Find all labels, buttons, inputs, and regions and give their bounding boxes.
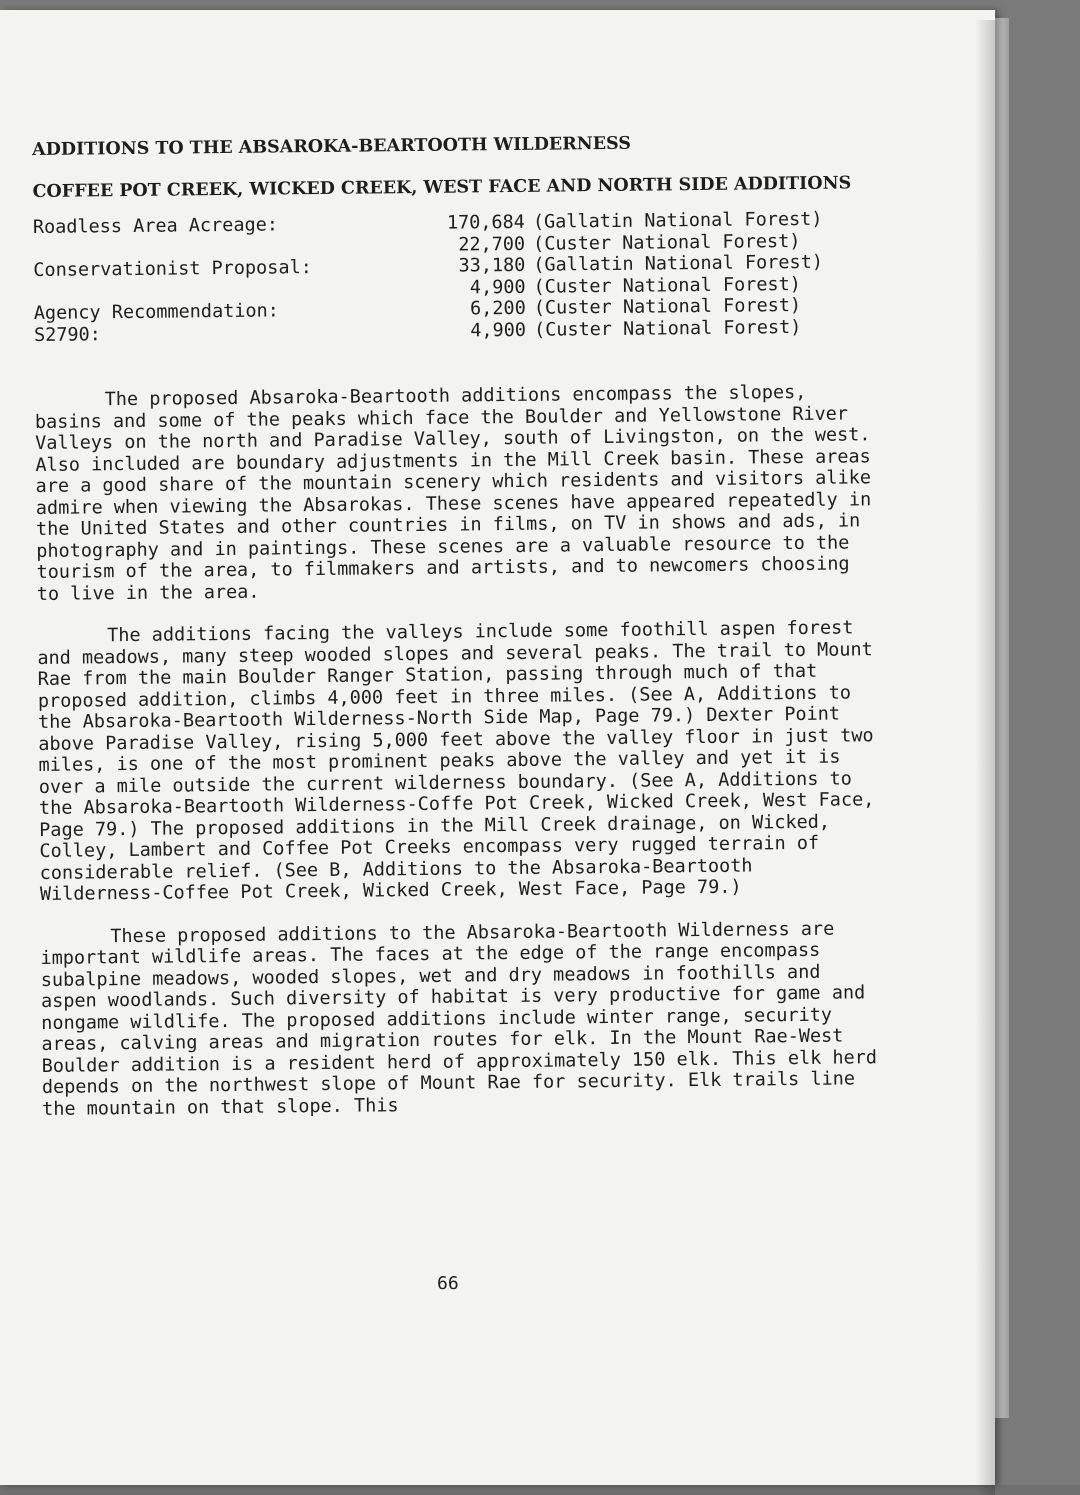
acreage-forest: (Custer National Forest) [533,316,802,341]
acreage-forest: (Gallatin National Forest) [532,208,823,233]
acreage-label: Agency Recommendation: [33,300,279,324]
acreage-value: 4,900 [469,276,526,298]
acreage-table [33,208,879,346]
page-content [32,131,887,1141]
acreage-value: 4,900 [470,319,527,341]
acreage-label: Conservationist Proposal: [33,257,312,281]
acreage-value: 6,200 [469,297,526,320]
acreage-value: 22,700 [458,233,526,256]
binding-shadow [975,20,995,1495]
document-page [0,10,995,1485]
acreage-forest: (Custer National Forest) [533,294,802,319]
page-edge [995,18,1009,1418]
acreage-forest: (Gallatin National Forest) [533,251,824,276]
body-paragraph: The proposed Absaroka-Beartooth additions encompass the slopes, basins and some of the peaks which face the Boulder and Yellowstone River Valleys on the north and Paradise Valley, south of Livingston, on the west. Also included are boundary adjustments in the Mill Creek basin. These areas are a good share of the mountain scenery which residents and visitors alike admire when viewing the Absarokas. These scenes have appeared repeatedly in the United States and other countries in films, on TV in shows and ads, in photography and in paintings. These scenes are a valuable resource to the tourism of the area, to filmmakers and artists, and to newcomers choosing to live in the area. [34,381,872,605]
acreage-value: 33,180 [458,254,526,277]
acreage-forest: (Custer National Forest) [533,273,801,298]
body-paragraph: The additions facing the valleys include some foothill aspen forest and meadows, many steep wooded slopes and several peaks. The trail to Mount Rae from the main Boulder Ranger Station, passing through much of that proposed addition, climbs 4,000 feet in three miles. (See A, Additions to the Absaroka-Beartooth Wilderness-North Side Map, Page 79.) Dexter Point above Paradise Valley, rising 5,000 feet above the valley floor in just two miles, is one of the most prominent peaks above the valley and yet it is over a mile outside the current wilderness boundary. (See A, Additions to the Absaroka-Beartooth Wilderness-Coffe Pot Creek, Wicked Creek, West Face, Page 79.) The proposed additions in the Mill Creek drainage, on Wicked, Colley, Lambert and Coffee Pot Creeks encompass very rugged terrain of considerable relief. (See B, Additions to the Absaroka-Beartooth Wilderness-Coffee Pot Creek, Wicked Creek, West Face, Page 79.) [37,617,875,905]
section-subtitle: COFFEE POT CREEK, WICKED CREEK, WEST FACE AND NORTH SIDE ADDITIONS [32,172,852,202]
acreage-label: S2790: [33,323,101,346]
acreage-value: 170,684 [446,211,525,234]
page-number: 66 [437,1273,459,1294]
body-paragraph: These proposed additions to the Absaroka-Beartooth Wilderness are important wildlife areas. The faces at the edge of the range encompass subalpine meadows, wooded slopes, wet and dry meadows in foothills and aspen woodlands. Such diversity of habitat is very productive for game and nongame wildlife. The proposed additions include winter range, security areas, calving areas and migration routes for elk. In the Mount Rae-West Boulder addition is a resident herd of approximately 150 elk. This elk herd depends on the northwest slope of Mount Rae for security. Elk trails line the mountain on that slope. This [40,918,878,1120]
section-title: ADDITIONS TO THE ABSAROKA-BEARTOOTH WILDERNESS [32,133,632,160]
acreage-forest: (Custer National Forest) [533,230,801,255]
acreage-label: Roadless Area Acreage: [32,214,279,238]
